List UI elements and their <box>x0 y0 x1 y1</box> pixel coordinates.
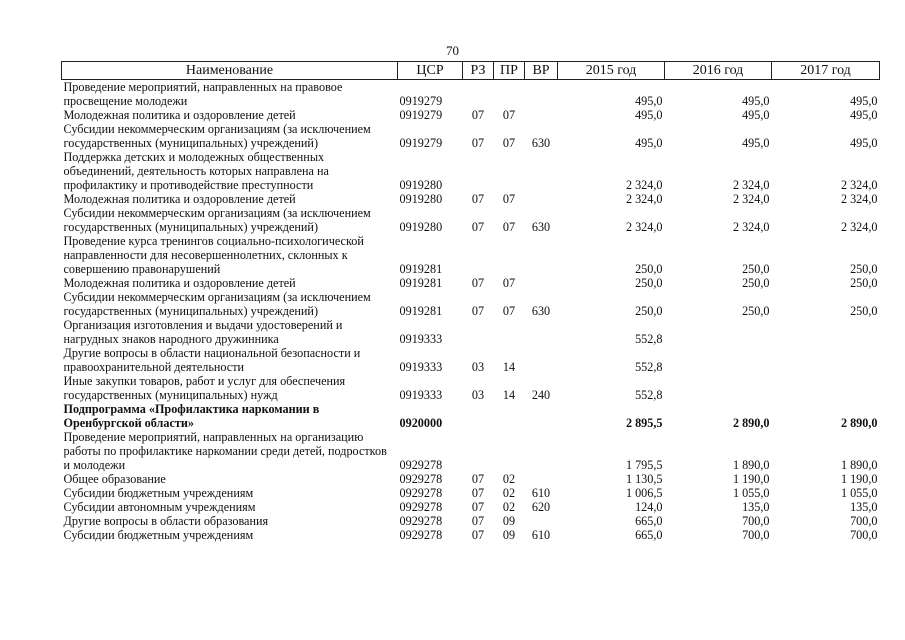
table-row <box>62 486 880 500</box>
row-csr: 0929278 <box>399 486 443 500</box>
row-pr <box>494 234 525 276</box>
row-rz: 07 <box>471 220 485 234</box>
header-name: Наименование <box>62 62 398 80</box>
row-vr: 620 <box>531 500 551 514</box>
row-value-2016: 495,0 <box>742 108 770 122</box>
row-vr <box>525 150 558 192</box>
row-csr: 0929278 <box>399 472 443 486</box>
row-value-2015: 1 006,5 <box>625 486 663 500</box>
row-value-2017: 250,0 <box>850 262 878 276</box>
row-vr <box>525 402 558 430</box>
row-value-2017 <box>772 318 880 346</box>
row-name: Субсидии бюджетным учреждениям <box>63 486 254 500</box>
row-vr: 630 <box>531 136 551 150</box>
row-pr <box>494 150 525 192</box>
row-name: Субсидии некоммерческим организациям (за исключением государственных (муниципальных) учреждений) <box>63 122 371 150</box>
row-vr <box>525 346 558 374</box>
row-value-2016 <box>665 346 772 374</box>
row-csr: 0919279 <box>399 136 443 150</box>
row-vr <box>525 514 558 528</box>
row-pr: 02 <box>502 500 516 514</box>
row-rz: 07 <box>471 500 485 514</box>
budget-table <box>61 61 880 542</box>
row-pr <box>494 318 525 346</box>
row-name: Субсидии некоммерческим организациям (за исключением государственных (муниципальных) учреждений) <box>63 206 371 234</box>
row-value-2016: 700,0 <box>742 528 770 542</box>
row-vr <box>525 108 558 122</box>
table-row <box>62 346 880 374</box>
row-rz <box>463 234 494 276</box>
row-value-2015: 665,0 <box>635 514 663 528</box>
row-rz: 07 <box>471 192 485 206</box>
row-vr: 630 <box>531 220 551 234</box>
row-pr: 14 <box>502 388 516 402</box>
row-value-2017: 1 190,0 <box>840 472 878 486</box>
row-csr: 0919281 <box>399 276 443 290</box>
row-rz: 03 <box>471 388 485 402</box>
row-value-2017 <box>772 374 880 402</box>
row-name: Молодежная политика и оздоровление детей <box>63 192 296 206</box>
row-value-2015: 552,8 <box>635 360 663 374</box>
row-value-2016: 2 324,0 <box>732 178 770 192</box>
row-rz: 07 <box>471 514 485 528</box>
row-rz: 07 <box>471 276 485 290</box>
row-pr: 07 <box>502 108 516 122</box>
table-row <box>62 472 880 486</box>
row-vr: 240 <box>531 388 551 402</box>
row-rz: 03 <box>471 360 485 374</box>
row-name: Субсидии некоммерческим организациям (за исключением государственных (муниципальных) учреждений) <box>63 290 371 318</box>
row-name: Общее образование <box>63 472 166 486</box>
row-value-2017: 495,0 <box>850 136 878 150</box>
row-rz <box>463 430 494 472</box>
row-value-2017: 700,0 <box>850 514 878 528</box>
row-name: Проведение мероприятий, направленных на организацию работы по профилактике наркомании среди детей, подростков и молодежи <box>63 430 387 472</box>
row-value-2015: 495,0 <box>635 108 663 122</box>
table-row <box>62 318 880 346</box>
row-value-2015: 250,0 <box>635 276 663 290</box>
row-rz <box>463 402 494 430</box>
row-rz <box>463 318 494 346</box>
row-name: Субсидии бюджетным учреждениям <box>63 528 254 542</box>
row-csr: 0919279 <box>399 94 443 108</box>
row-pr: 07 <box>502 192 516 206</box>
row-name: Молодежная политика и оздоровление детей <box>63 276 296 290</box>
row-value-2017: 2 324,0 <box>840 220 878 234</box>
row-vr: 630 <box>531 304 551 318</box>
row-value-2015: 250,0 <box>635 262 663 276</box>
row-value-2016: 1 190,0 <box>732 472 770 486</box>
row-value-2017: 2 890,0 <box>840 416 878 430</box>
row-vr <box>525 318 558 346</box>
table-row <box>62 402 880 430</box>
row-value-2016: 135,0 <box>742 500 770 514</box>
row-csr: 0919333 <box>399 388 443 402</box>
table-header-row <box>62 62 880 80</box>
row-name: Подпрограмма «Профилактика наркомании в Оренбургской области» <box>63 402 320 430</box>
row-vr <box>525 192 558 206</box>
header-rz: РЗ <box>463 62 494 80</box>
row-name: Иные закупки товаров, работ и услуг для обеспечения государственных (муниципальных) нужд <box>63 374 346 402</box>
row-value-2017: 2 324,0 <box>840 192 878 206</box>
table-row <box>62 430 880 472</box>
row-rz: 07 <box>471 528 485 542</box>
table-row <box>62 374 880 402</box>
row-rz: 07 <box>471 472 485 486</box>
row-value-2016 <box>665 318 772 346</box>
row-value-2016: 250,0 <box>742 276 770 290</box>
row-value-2017: 2 324,0 <box>840 178 878 192</box>
table-row <box>62 206 880 234</box>
row-value-2015: 2 324,0 <box>625 178 663 192</box>
row-csr: 0919333 <box>399 332 443 346</box>
row-value-2017: 700,0 <box>850 528 878 542</box>
row-pr: 07 <box>502 304 516 318</box>
row-value-2015: 2 324,0 <box>625 192 663 206</box>
row-value-2017: 1 055,0 <box>840 486 878 500</box>
table-row <box>62 80 880 109</box>
row-rz: 07 <box>471 136 485 150</box>
row-pr <box>494 402 525 430</box>
row-value-2015: 552,8 <box>635 388 663 402</box>
table-row <box>62 528 880 542</box>
row-value-2016: 2 890,0 <box>732 416 770 430</box>
row-value-2015: 1 795,5 <box>625 458 663 472</box>
row-value-2017 <box>772 346 880 374</box>
row-pr: 02 <box>502 486 516 500</box>
header-pr: ПР <box>494 62 525 80</box>
table-row <box>62 500 880 514</box>
row-pr: 02 <box>502 472 516 486</box>
row-vr <box>525 276 558 290</box>
row-value-2015: 552,8 <box>635 332 663 346</box>
header-vr: ВР <box>525 62 558 80</box>
row-value-2016: 250,0 <box>742 262 770 276</box>
row-pr: 14 <box>502 360 516 374</box>
row-pr <box>494 80 525 109</box>
row-name: Субсидии автономным учреждениям <box>63 500 256 514</box>
page-number: 70 <box>446 43 459 58</box>
row-csr: 0929278 <box>399 514 443 528</box>
row-vr <box>525 80 558 109</box>
row-value-2015: 495,0 <box>635 94 663 108</box>
row-value-2017: 495,0 <box>850 94 878 108</box>
table-row <box>62 290 880 318</box>
row-name: Молодежная политика и оздоровление детей <box>63 108 296 122</box>
row-vr <box>525 234 558 276</box>
row-pr: 09 <box>502 514 516 528</box>
row-value-2015: 665,0 <box>635 528 663 542</box>
row-pr <box>494 430 525 472</box>
row-value-2015: 495,0 <box>635 136 663 150</box>
row-rz: 07 <box>471 304 485 318</box>
table-row <box>62 150 880 192</box>
row-value-2017: 135,0 <box>850 500 878 514</box>
row-pr: 07 <box>502 276 516 290</box>
row-csr: 0919280 <box>399 192 443 206</box>
table-row <box>62 108 880 122</box>
row-value-2015: 1 130,5 <box>625 472 663 486</box>
row-value-2015: 124,0 <box>635 500 663 514</box>
row-value-2015: 250,0 <box>635 304 663 318</box>
header-csr: ЦСР <box>398 62 463 80</box>
row-pr: 09 <box>502 528 516 542</box>
row-csr: 0929278 <box>399 500 443 514</box>
row-rz: 07 <box>471 486 485 500</box>
row-value-2016: 2 324,0 <box>732 192 770 206</box>
row-value-2016 <box>665 374 772 402</box>
row-value-2016: 495,0 <box>742 136 770 150</box>
table-row <box>62 192 880 206</box>
row-value-2016: 700,0 <box>742 514 770 528</box>
row-value-2017: 250,0 <box>850 304 878 318</box>
row-csr: 0919280 <box>399 220 443 234</box>
row-rz <box>463 150 494 192</box>
row-rz <box>463 80 494 109</box>
row-value-2017: 250,0 <box>850 276 878 290</box>
row-csr: 0919333 <box>399 360 443 374</box>
row-value-2015: 2 324,0 <box>625 220 663 234</box>
row-vr <box>525 472 558 486</box>
row-name: Другие вопросы в области национальной безопасности и правоохранительной деятельности <box>63 346 361 374</box>
row-name: Проведение курса тренингов социально-психологической направленности для несовершеннолетних, склонных к совершению правонарушений <box>63 234 364 276</box>
row-value-2015: 2 895,5 <box>625 416 663 430</box>
row-value-2016: 495,0 <box>742 94 770 108</box>
row-csr: 0920000 <box>399 416 443 430</box>
row-value-2016: 250,0 <box>742 304 770 318</box>
row-vr <box>525 430 558 472</box>
row-vr: 610 <box>531 486 551 500</box>
row-name: Поддержка детских и молодежных общественных объединений, деятельность которых направлена на профилактику и противодействие преступности <box>63 150 329 192</box>
row-name: Проведение мероприятий, направленных на правовое просвещение молодежи <box>63 80 343 108</box>
header-2017: 2017 год <box>772 62 880 80</box>
table-row <box>62 234 880 276</box>
table-row <box>62 122 880 150</box>
row-value-2016: 1 890,0 <box>732 458 770 472</box>
row-name: Другие вопросы в области образования <box>63 514 269 528</box>
row-csr: 0929278 <box>399 458 443 472</box>
row-pr: 07 <box>502 136 516 150</box>
row-name: Организация изготовления и выдачи удостоверений и нагрудных знаков народного дружинника <box>63 318 343 346</box>
table-row <box>62 514 880 528</box>
header-2016: 2016 год <box>665 62 772 80</box>
row-rz: 07 <box>471 108 485 122</box>
row-value-2016: 2 324,0 <box>732 220 770 234</box>
row-csr: 0919279 <box>399 108 443 122</box>
table-row <box>62 276 880 290</box>
row-value-2017: 495,0 <box>850 108 878 122</box>
row-pr: 07 <box>502 220 516 234</box>
row-csr: 0919281 <box>399 304 443 318</box>
row-csr: 0919280 <box>399 178 443 192</box>
row-csr: 0919281 <box>399 262 443 276</box>
row-csr: 0929278 <box>399 528 443 542</box>
row-value-2016: 1 055,0 <box>732 486 770 500</box>
row-value-2017: 1 890,0 <box>840 458 878 472</box>
row-vr: 610 <box>531 528 551 542</box>
header-2015: 2015 год <box>558 62 665 80</box>
